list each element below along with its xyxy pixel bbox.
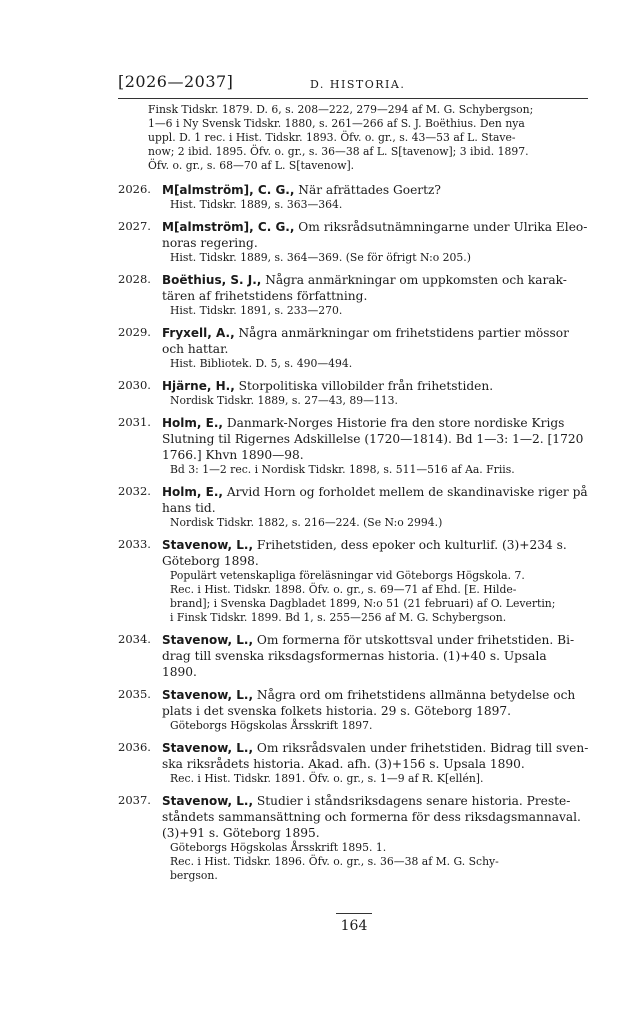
title-line: Arvid Horn og forholdet mellem de skandinaviske riger på [226,485,588,499]
entry-author: Boëthius, S. J., [162,273,262,287]
note-line: Hist. Tidskr. 1889, s. 364—369. (Se för öfrigt N:o 205.) [170,251,471,264]
note-line: Finsk Tidskr. 1879. D. 6, s. 208—222, 279—294 af M. G. Schybergson; [148,103,534,116]
bibliography-entry [118,415,590,477]
entry-title [162,325,590,357]
title-line: När afrättades Goertz? [298,183,441,197]
entry-number: 2028. [118,272,151,286]
title-line: 1766.] Khvn 1890—98. [162,448,304,462]
title-line: Om formerna för utskottsval under frihetstiden. Bi- [256,633,575,647]
title-line: Göteborg 1898. [162,554,259,568]
bibliography-entry [118,537,590,625]
title-line: ska riksrådets historia. Akad. afh. (3)+156 s. Upsala 1890. [162,757,525,771]
entry-title [162,415,590,463]
entry-number: 2030. [118,378,151,392]
note-line: Nordisk Tidskr. 1889, s. 27—43, 89—113. [170,394,398,407]
entry-author: Holm, E., [162,485,223,499]
entry-title [162,740,590,772]
title-line: Storpolitiska villobilder från frihetstiden. [238,379,494,393]
title-line: (3)+91 s. Göteborg 1895. [162,826,320,840]
entry-number: 2036. [118,740,151,754]
note-line: Bd 3: 1—2 rec. i Nordisk Tidskr. 1898, s. 511—516 af Aa. Friis. [170,463,515,476]
bibliography-entry [118,793,590,883]
title-line: Studier i ståndsriksdagens senare historia. Preste- [256,794,571,808]
continuation-note [118,103,590,173]
bibliography-entry [118,632,590,680]
entry-note [162,516,590,530]
note-line: 1—6 i Ny Svensk Tidskr. 1880, s. 261—266 af S. J. Boëthius. Den nya [148,117,525,130]
footer-rule [336,913,372,914]
entry-author: Holm, E., [162,416,223,430]
title-line: ståndets sammansättning och formerna för dess riksdagsmannaval. [162,810,581,824]
note-line: uppl. D. 1 rec. i Hist. Tidskr. 1893. Öfv. o. gr., s. 43—53 af L. Stave- [148,131,516,144]
title-line: Frihetstiden, dess epoker och kulturlif. (3)+234 s. [256,538,567,552]
note-line: Hist. Tidskr. 1891, s. 233—270. [170,304,343,317]
title-line: Några anmärkningar om uppkomsten och karak- [265,273,567,287]
title-line: Om riksrådsvalen under frihetstiden. Bidrag till sven- [256,741,589,755]
section-title: D. HISTORIA. [310,78,406,91]
title-line: tären af frihetstidens författning. [162,289,368,303]
note-line: Hist. Bibliotek. D. 5, s. 490—494. [170,357,353,370]
entry-title [162,182,590,198]
entry-title [162,537,590,569]
note-line: Öfv. o. gr., s. 68—70 af L. S[tavenow]. [148,159,355,172]
page-number: 164 [340,918,368,934]
bibliography-entry [118,272,590,318]
title-line: drag till svenska riksdagsformernas historia. (1)+40 s. Upsala [162,649,547,663]
title-line: Några anmärkningar om frihetstidens partier mössor [238,326,569,340]
note-line: Hist. Tidskr. 1889, s. 363—364. [170,198,343,211]
entry-number: 2035. [118,687,151,701]
entry-number: 2031. [118,415,151,429]
continuation-lines [148,103,590,173]
entry-number: 2026. [118,182,151,196]
entry-title [162,687,590,719]
note-line: Rec. i Hist. Tidskr. 1891. Öfv. o. gr., s. 1—9 af R. K[ellén]. [170,772,484,785]
bibliography-entry [118,182,590,212]
title-line: Några ord om frihetstidens allmänna betydelse och [256,688,576,702]
bibliography-entry [118,219,590,265]
entry-note [162,198,590,212]
entry-range: [2026—2037] [118,72,234,91]
entry-author: Stavenow, L., [162,633,254,647]
entry-author: Stavenow, L., [162,538,254,552]
entry-author: Fryxell, A., [162,326,235,340]
note-line: bergson. [170,869,218,882]
bibliography-entry [118,484,590,530]
entry-note [162,463,590,477]
entry-title [162,632,590,680]
entry-number: 2033. [118,537,151,551]
title-line: hans tid. [162,501,216,515]
entry-number: 2029. [118,325,151,339]
entry-note [162,772,590,786]
note-line: Rec. i Hist. Tidskr. 1896. Öfv. o. gr., s. 36—38 af M. G. Schy- [170,855,499,868]
bibliography-entry [118,687,590,733]
entry-number: 2034. [118,632,151,646]
entry-number: 2037. [118,793,151,807]
entry-note [162,357,590,371]
note-line: Nordisk Tidskr. 1882, s. 216—224. (Se N:o 2994.) [170,516,443,529]
bibliography-entry [118,325,590,371]
entry-note [162,569,590,625]
note-line: i Finsk Tidskr. 1899. Bd 1, s. 255—256 af M. G. Schybergson. [170,611,507,624]
entry-number: 2032. [118,484,151,498]
title-line: Danmark-Norges Historie fra den store nordiske Krigs [226,416,565,430]
title-line: och hattar. [162,342,229,356]
note-line: now; 2 ibid. 1895. Öfv. o. gr., s. 36—38 af L. S[tavenow]; 3 ibid. 1897. [148,145,529,158]
entry-author: M[almström], C. G., [162,220,295,234]
bibliography-entry [118,378,590,408]
running-header [118,72,588,98]
entry-author: Hjärne, H., [162,379,235,393]
title-line: noras regering. [162,236,258,250]
title-line: Slutning til Rigernes Adskillelse (1720—1814). Bd 1—3: 1—2. [1720 [162,432,584,446]
title-line: Om riksrådsutnämningarne under Ulrika Eleo- [298,220,588,234]
bibliography-entry [118,740,590,786]
entry-note [162,719,590,733]
entry-author: Stavenow, L., [162,688,254,702]
entry-note [162,394,590,408]
note-line: Göteborgs Högskolas Årsskrift 1895. 1. [170,841,387,854]
entry-title [162,793,590,841]
title-line: 1890. [162,665,197,679]
page-body [118,103,590,890]
note-line: Göteborgs Högskolas Årsskrift 1897. [170,719,373,732]
entry-note [162,251,590,265]
note-line: Populärt vetenskapliga föreläsningar vid Göteborgs Högskola. 7. [170,569,525,582]
entry-note [162,304,590,318]
entry-author: Stavenow, L., [162,794,254,808]
entry-title [162,484,590,516]
note-line: Rec. i Hist. Tidskr. 1898. Öfv. o. gr., s. 69—71 af Ehd. [E. Hilde- [170,583,517,596]
entry-number: 2027. [118,219,151,233]
entry-author: M[almström], C. G., [162,183,295,197]
entry-note [162,841,590,883]
entry-title [162,272,590,304]
header-rule [118,98,588,99]
entry-title [162,219,590,251]
entry-author: Stavenow, L., [162,741,254,755]
title-line: plats i det svenska folkets historia. 29 s. Göteborg 1897. [162,704,511,718]
entry-title [162,378,590,394]
note-line: brand]; i Svenska Dagbladet 1899, N:o 51 (21 februari) af O. Levertin; [170,597,556,610]
